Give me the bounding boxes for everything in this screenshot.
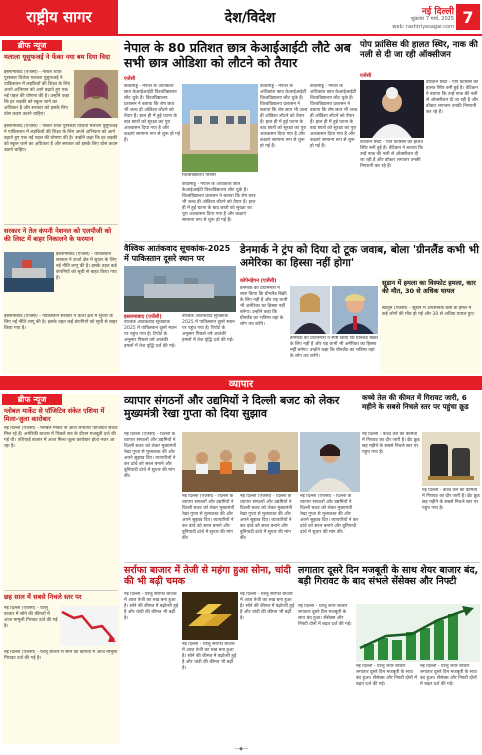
- oil-photo: [422, 432, 480, 486]
- campus-photo: [182, 84, 258, 172]
- denmark-body-1: डेनमार्क की प्रधानमंत्री ने स्पष्ट किया कि ग्रीनलैंड बिक्री के लिए नहीं है और यह कभी भी अमेरिका का हिस्सा नहीं बनेगा। उन्होंने कहा कि ग्रीनलैंड का भविष्य वहां के लोग तय करेंगे।: [240, 286, 288, 327]
- sudan-body: खार्तूम (एजेंसी) - सूडान में अर्धसैनिक बलों के हमले में कई लोगों की मौत हो गई और 30 से अधिक घायल हुए।: [382, 306, 475, 317]
- global-market-headline: ग्लोबल मार्केट से पॉजिटिव संकेत एशिया में मिला-जुला कारोबार: [4, 407, 105, 423]
- lead-body-col3: काठमांडू - नेपाल के अधिकांश छात्र केआईआईटी विश्वविद्यालय लौट चुके हैं। विश्वविद्यालय प्रशासन ने बताया कि शेष छात्र भी जल्द ही ओडिशा लौटने को तैयार हैं। हाल ही में हुई घटना के बाद छात्रों को सुरक्षा का पूरा आश्वासन दिया गया है और कक्षाएं सामान्य रूप से शुरू हो गई हैं।: [260, 84, 308, 149]
- denmark-headline: डेनमार्क ने ट्रंप को दिया दो टूक जवाब, बोला 'ग्रीनलैंड कभी भी अमेरिका का हिस्सा नहीं होगा': [240, 244, 479, 269]
- brief-body-2-more: इस्लामाबाद (एजेंसी) - पाकिस्तान सरकार ने ऊर्जा क्षेत्र में सुधार के लिए नई नीति लागू की है। इसके तहत कई कंपनियों को सूची से बाहर किया गया है।: [4, 314, 118, 331]
- trump-photo: [332, 286, 378, 334]
- terror-photo: [124, 266, 236, 312]
- left-brief-column: [2, 40, 120, 374]
- divider: [4, 224, 118, 225]
- section-title: देश/विदेश: [224, 10, 276, 26]
- business-main-body-2: नई दिल्ली (एजेंसी) - दिल्ली के व्यापार संगठनों और उद्यमियों ने दिल्ली बजट को लेकर मुख्यमंत्री रेखा गुप्ता से मुलाकात की और अपने सुझाव दिए। व्यापारियों ने कर ढांचे को सरल बनाने और बुनियादी ढांचे में सुधार की मांग की।: [182, 494, 235, 541]
- lead-body-col4: काठमांडू - नेपाल के अधिकांश छात्र केआईआईटी विश्वविद्यालय लौट चुके हैं। विश्वविद्यालय प्रशासन ने बताया कि शेष छात्र भी जल्द ही ओडिशा लौटने को तैयार हैं। हाल ही में हुई घटना के बाद छात्रों को सुरक्षा का पूरा आश्वासन दिया गया है और कक्षाएं सामान्य रूप से शुरू हो गई हैं।: [310, 84, 358, 149]
- business-main-headline: व्यापार संगठनों और उद्यमियों ने दिल्ली बजट को लेकर मुख्यमंत्री रेखा गुप्ता को दिया सुझाव: [124, 394, 340, 421]
- frederiksen-photo: [290, 286, 330, 334]
- divider: [124, 241, 480, 242]
- lead-byline: एजेंसी: [124, 76, 136, 82]
- terror-body-2: वैश्विक आतंकवाद सूचकांक 2025 में पाकिस्तान दूसरे स्थान पर पहुंच गया है। रिपोर्ट के अनुसार पिछले वर्ष आतंकी हमलों में तेज वृद्धि दर्ज की गई।: [182, 314, 235, 343]
- global-market-body: नई दिल्ली (एजेंसी) - ग्लोबल मार्केट से आज लगातार पॉजिटिव संकेत मिल रहे हैं। अमेरिकी बाजार में पिछले सत्र के दौरान मजबूती दर्ज की गई थी। एशियाई बाजार में आज मिला-जुला कारोबार होता नजर आ रहा है।: [4, 426, 118, 449]
- sarafa-body-3: नई दिल्ली - घरेलू सर्राफा बाजार में आज तेजी का रुख बना हुआ है। सोने की कीमत में बढ़ोतरी हुई है और चांदी की कीमत भी बढ़ी है।: [240, 592, 295, 621]
- city-name: नई दिल्ली: [421, 7, 454, 17]
- market-graph-photo: [356, 604, 480, 662]
- pope-body-right: वेटिकन सिटी - पोप फ्रांसिस की हालत स्थिर बनी हुई है। वेटिकन ने बताया कि उन्हें नाक की नली से ऑक्सीजन दी जा रही है और डॉक्टर लगातार उनकी निगरानी कर रहे हैं।: [426, 80, 479, 115]
- page-number: 7: [456, 4, 480, 30]
- sarafa-body-1: नई दिल्ली - घरेलू सर्राफा बाजार में आज तेजी का रुख बना हुआ है। सोने की कीमत में बढ़ोतरी हुई है और चांदी की कीमत भी बढ़ी है।: [124, 592, 179, 621]
- pope-headline: पोप फ्रांसिस की हालत स्थिर, नाक की नली से दी जा रही ऑक्सीजन: [360, 40, 478, 61]
- pope-byline: एजेंसी: [360, 73, 372, 79]
- pope-body-left: वेटिकन सिटी - पोप फ्रांसिस की हालत स्थिर बनी हुई है। वेटिकन ने बताया कि उन्हें नाक की नली से ऑक्सीजन दी जा रही है और डॉक्टर लगातार उनकी निगरानी कर रहे हैं।: [360, 140, 423, 169]
- delhi-meeting-photo: [182, 432, 298, 492]
- dateline: शुक्रवार 7 मार्च, 2025: [410, 16, 454, 22]
- lead-body-col2: काठमांडू - नेपाल के अधिकांश छात्र केआईआईटी विश्वविद्यालय लौट चुके हैं। विश्वविद्यालय प्रशासन ने बताया कि शेष छात्र भी जल्द ही ओडिशा लौटने को तैयार हैं। हाल ही में हुई घटना के बाद छात्रों को सुरक्षा का पूरा आश्वासन दिया गया है और कक्षाएं सामान्य रूप से शुरू हो गई हैं।: [182, 182, 256, 223]
- market-headline: लगातार दूसरे दिन मजबूती के साथ शेयर बाजार बंद, बड़ी गिरावट के बाद संभले सेंसेक्स और निफ्टी: [298, 565, 479, 588]
- business-main-body-3: नई दिल्ली (एजेंसी) - दिल्ली के व्यापार संगठनों और उद्यमियों ने दिल्ली बजट को लेकर मुख्यमंत्री रेखा गुप्ता से मुलाकात की और अपने सुझाव दिए। व्यापारियों ने कर ढांचे को सरल बनाने और बुनियादी ढांचे में सुधार की मांग की।: [240, 494, 293, 541]
- newspaper-brand: राष्ट्रीय सागर: [0, 0, 118, 34]
- business-brief-label: ब्रीफ न्यूज: [2, 394, 62, 405]
- rekha-gupta-photo: [300, 432, 360, 492]
- terror-headline: वैश्विक आतंकवाद सूचकांक-2025 में पाकिस्तान दूसरे स्थान पर: [124, 244, 231, 263]
- lead-body-col1: काठमांडू - नेपाल के अधिकांश छात्र केआईआईटी विश्वविद्यालय लौट चुके हैं। विश्वविद्यालय प्रशासन ने बताया कि शेष छात्र भी जल्द ही ओडिशा लौटने को तैयार हैं। हाल ही में हुई घटना के बाद छात्रों को सुरक्षा का पूरा आश्वासन दिया गया है और कक्षाएं सामान्य रूप से शुरू हो गई हैं।: [124, 84, 180, 143]
- sarafa-body-2: नई दिल्ली - घरेलू सर्राफा बाजार में आज तेजी का रुख बना हुआ है। सोने की कीमत में बढ़ोतरी हुई है और चांदी की कीमत भी बढ़ी है।: [182, 642, 237, 671]
- denmark-byline: कोपेनहेगन (एजेंसी): [240, 278, 277, 284]
- oil-body-2: नई दिल्ली - कच्चे तेल की कीमतों में गिरावट का दौर जारी है। ब्रेंट क्रूड छह महीने के सबसे निचले स्तर पर पहुंच गया है।: [422, 488, 480, 511]
- oil-headline: कच्चे तेल की कीमत में गिरावट जारी, 6 महीने के सबसे निचले स्तर पर पहुंचा क्रूड: [362, 393, 469, 411]
- malala-photo: [74, 70, 118, 118]
- lead-headline: नेपाल के 80 प्रतिशत छात्र केआईआईटी लौटे अब सभी छात्र ओडिशा को लौटने को तैयार: [124, 40, 351, 70]
- pope-photo: [360, 80, 424, 138]
- brief-headline-3: छह साल में सबसे निचले स्तर पर: [4, 593, 82, 601]
- brief-headline-1: मलाला यूसुफजई ने फेंका नया बम दिया विदा: [4, 53, 111, 61]
- divider: [4, 590, 118, 591]
- brief-body-2: इस्लामाबाद (एजेंसी) - पाकिस्तान सरकार ने ऊर्जा क्षेत्र में सुधार के लिए नई नीति लागू की है। इसके तहत कई कंपनियों को सूची से बाहर किया गया है।: [56, 252, 117, 281]
- sudan-box: [380, 278, 480, 374]
- gold-photo: [182, 592, 238, 640]
- sudan-headline: सूडान में हमला का विस्फोट हमला, कार की मौत, 30 से अधिक घायल: [382, 279, 476, 295]
- masthead-rule: [0, 34, 482, 36]
- business-main-body-1: नई दिल्ली (एजेंसी) - दिल्ली के व्यापार संगठनों और उद्यमियों ने दिल्ली बजट को लेकर मुख्यमंत्री रेखा गुप्ता से मुलाकात की और अपने सुझाव दिए। व्यापारियों ने कर ढांचे को सरल बनाने और बुनियादी ढांचे में सुधार की मांग की।: [124, 432, 177, 479]
- denmark-body-2: डेनमार्क की प्रधानमंत्री ने स्पष्ट किया कि ग्रीनलैंड बिक्री के लिए नहीं है और यह कभी भी अमेरिका का हिस्सा नहीं बनेगा। उन्होंने कहा कि ग्रीनलैंड का भविष्य वहां के लोग तय करेंगे।: [290, 336, 378, 359]
- ship-photo: [4, 252, 54, 292]
- divider: [124, 562, 480, 563]
- sarafa-headline: सर्राफा बाजार में तेजी से महंगा हुआ सोना, चांदी की भी बढ़ी चमक: [124, 565, 291, 588]
- brief-news-label: ब्रीफ न्यूज: [2, 40, 62, 51]
- terror-byline: इस्लामाबाद (एजेंसी): [124, 314, 162, 320]
- lead-caption: विश्वविद्यालय परिसर: [182, 173, 216, 178]
- market-body-1: नई दिल्ली - घरेलू शेयर बाजार लगातार दूसरे दिन मजबूती के साथ बंद हुआ। सेंसेक्स और निफ्टी दोनों में बढ़त दर्ज की गई।: [298, 604, 352, 627]
- page-footer-ornament: —◆—: [234, 746, 248, 752]
- masthead: [0, 0, 482, 34]
- terror-body-1: वैश्विक आतंकवाद सूचकांक 2025 में पाकिस्तान दूसरे स्थान पर पहुंच गया है। रिपोर्ट के अनुसार पिछले वर्ष आतंकी हमलों में तेज वृद्धि दर्ज की गई।: [124, 320, 177, 349]
- brief-body-3-more: नई दिल्ली (एजेंसी) - घरेलू बाजार में सोने की कीमतों में आज मामूली गिरावट दर्ज की गई है।: [4, 650, 118, 661]
- business-brief-column: [2, 394, 120, 744]
- brief-body-1: इस्लामाबाद (एजेंसी) - नोबेल शांति पुरस्कार विजेता मलाला यूसुफजई ने पाकिस्तान में लड़कियों की शिक्षा के लिए अपने अभियान को आगे बढ़ाते हुए एक नई पहल की घोषणा की है। उन्होंने कहा कि हर लड़की को स्कूल जाने का अधिकार है और सरकार को इसके लिए ठोस कदम उठाने चाहिए।: [4, 70, 71, 117]
- brief-headline-2: सरकार ने तेल कंपनी नेशनल को एलपीजी को की लिस्ट में बाहर निकालने के फरमान: [4, 227, 112, 243]
- oil-body-1: नई दिल्ली - कच्चे तेल की कीमतों में गिरावट का दौर जारी है। ब्रेंट क्रूड छह महीने के सबसे निचले स्तर पर पहुंच गया है।: [362, 432, 420, 455]
- brief-body-3: नई दिल्ली (एजेंसी) - घरेलू बाजार में सोने की कीमतों में आज मामूली गिरावट दर्ज की गई है।: [4, 606, 58, 629]
- market-body-2: नई दिल्ली - घरेलू शेयर बाजार लगातार दूसरे दिन मजबूती के साथ बंद हुआ। सेंसेक्स और निफ्टी दोनों में बढ़त दर्ज की गई।: [356, 664, 417, 687]
- business-section-band: व्यापार: [0, 376, 482, 390]
- business-main-body-4: नई दिल्ली (एजेंसी) - दिल्ली के व्यापार संगठनों और उद्यमियों ने दिल्ली बजट को लेकर मुख्यमंत्री रेखा गुप्ता से मुलाकात की और अपने सुझाव दिए। व्यापारियों ने कर ढांचे को सरल बनाने और बुनियादी ढांचे में सुधार की मांग की।: [300, 494, 359, 535]
- website: web: rashtriyasagar.com: [392, 24, 454, 30]
- brief-body-1-more: इस्लामाबाद (एजेंसी) - नोबेल शांति पुरस्कार विजेता मलाला यूसुफजई ने पाकिस्तान में लड़कियों की शिक्षा के लिए अपने अभियान को आगे बढ़ाते हुए एक नई पहल की घोषणा की है। उन्होंने कहा कि हर लड़की को स्कूल जाने का अधिकार है और सरकार को इसके लिए ठोस कदम उठाने चाहिए।: [4, 124, 118, 153]
- market-body-3: नई दिल्ली - घरेलू शेयर बाजार लगातार दूसरे दिन मजबूती के साथ बंद हुआ। सेंसेक्स और निफ्टी दोनों में बढ़त दर्ज की गई।: [420, 664, 477, 687]
- falling-graph-photo: [60, 606, 118, 646]
